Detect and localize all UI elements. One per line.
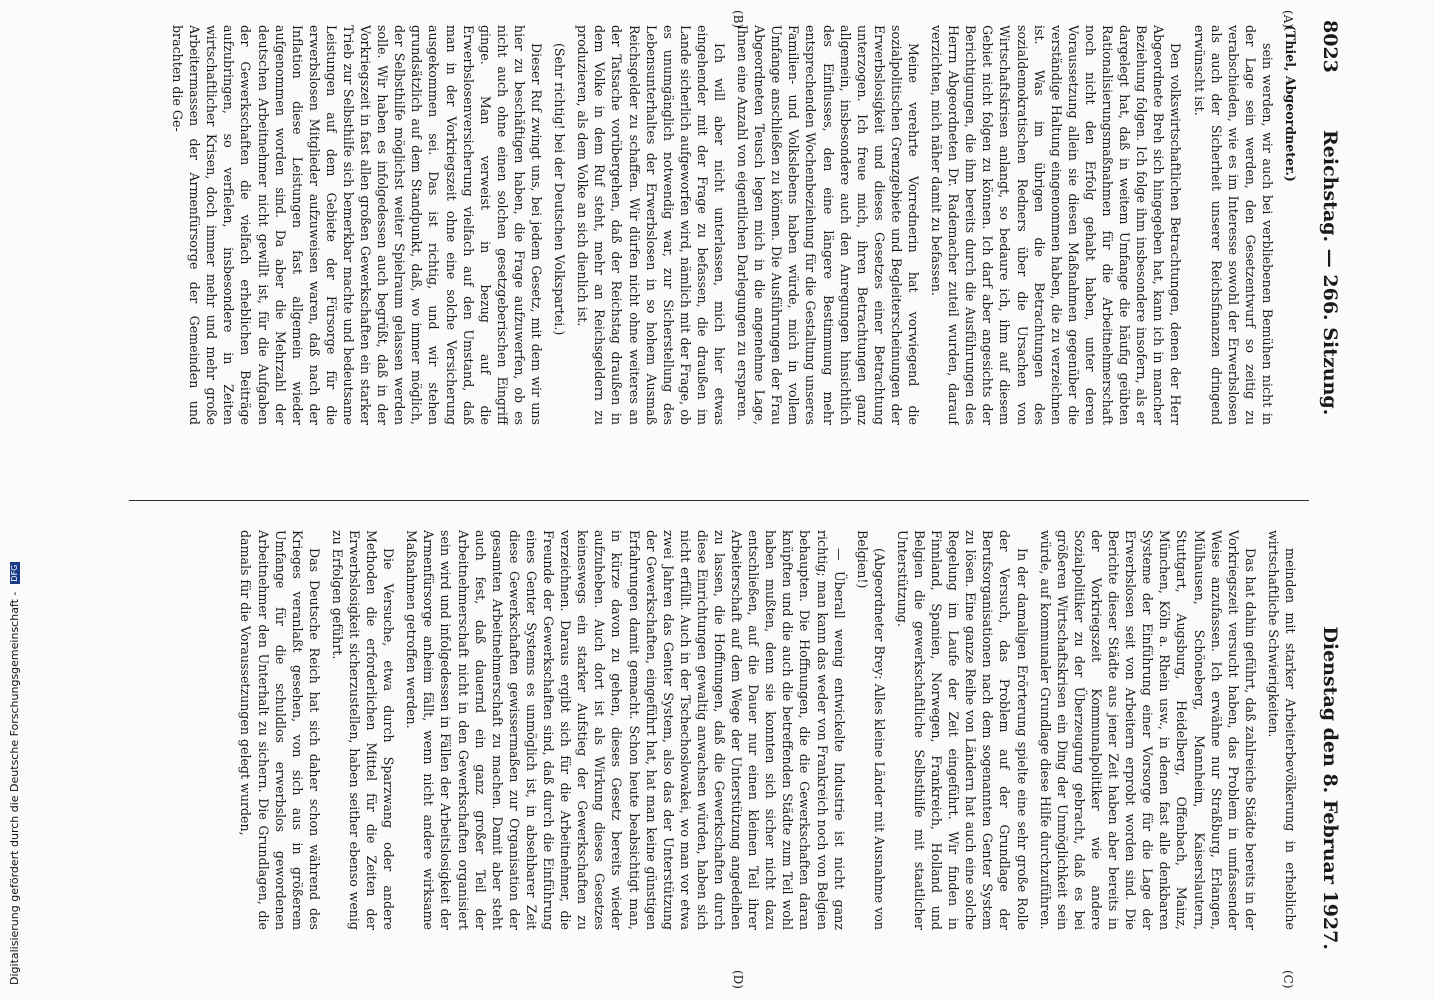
left-column-paragraph: (Sehr richtig! bei der Deutschen Volkspartei.) [552,43,568,336]
margin-mark-a: (A) [1281,10,1295,29]
right-column-paragraph: meinden mit starker Arbeiterbevölkerung in erhebliche wirtschaftliche Schwierigkeiten. [1265,530,1298,930]
left-column-paragraph: sein werden, wir auch bei verbliebenen Bemühen nicht in der Lage sein werden, den Gesetzentwurf so zeitig zu verabschieden, wie es im Interesse sowohl der Erwerbslosen als auch der Sicherheit unserer Reichsfinanzen dringend erwünscht ist. [1191,25,1275,425]
header-title-right: Dienstag den 8. Februar 1927. [1319,626,1341,950]
page-number: 8023 [1319,20,1341,73]
left-column-paragraph: (Thiel, Abgeordneter.) [1283,25,1298,182]
credit-text: Digitalisierung gefördert durch die Deutsche Forschungsgemeinschaft - [8,591,21,985]
margin-mark-d: (D) [731,970,745,989]
page-header [1315,10,1345,990]
column-divider [129,500,1309,501]
dfg-logo: DFG [10,562,20,584]
left-column [129,25,1299,425]
right-column-paragraph: Die Versuche, etwa durch Sparzwang oder andere Methoden die erforderlichen Mittel für die Zeiten der Erwerbslosigkeit sicherzustellen, haben seither ebenso wenig zu Erfolgen geführt. [329,530,397,930]
right-column-paragraph: Das hat dahin geführt, daß zahlreiche Städte bereits in der Vorkriegszeit versucht haben, das Problem in umfassender Weise anzufassen. Ich erwähne nur Straßburg, Erlangen, Mülhausen, Schöneberg, Mannheim, Kaiserslautern, Stuttgart, Augsburg, Heidelberg, Offenbach, Mainz, München, Köln a. Rhein usw., in denen fast alle denkbaren Systeme der Einführung einer Vorsorge für die Lage der Erwerbslosen seit von Arbeitern erprobt worden sind. Die Berichte dieser Städte aus jener Zeit haben aber bereits in der Vorkriegszeit Kommunalpolitiker wie andere Sozialpolitiker zu der Überzeugung gebracht, daß es bei größeren Wirtschaftskrisen ein Ding der Unmöglichkeit sein würde, auf kommunaler Grundlage diese Hilfe durchzuführen. [1037,530,1258,930]
left-column-paragraph: Den volkswirtschaftlichen Betrachtungen, denen der Herr Abgeordnete Breh sich hingegeben hat, kann ich in mancher Beziehung folgen. Ich folge ihm insbesondere insofern, als er dargelegt hat, daß in weitem Umfange die häufig geübten Rationalisierungsmaßnahmen für die Arbeitnehmerschaft noch nicht den Erfolg gehabt haben, unter deren Voraussetzung allein sie diesen Maßnahmen gegenüber die verständige Haltung eingenommen haben, die zu verzeichnen ist. Was im übrigen die Betrachtungen des sozialdemokratischen Redners über die Ursachen von Wirtschaftskrisen anlangt, so bedaure ich, ihm auf diesem Gebiet nicht folgen zu können. Ich darf aber angesichts der Berichtigungen, die ihm bereits durch die Ausführungen des Herrn Abgeordneten Dr. Rademacher zuteil wurden, darauf verzichten, mich näher damit zu befassen. [929,25,1184,425]
right-column-paragraph: Das Deutsche Reich hat sich daher schon während des Krieges veranlaßt gesehen, von sich aus in größerem Umfange für die schuldlos erwerbslos gewordenen Arbeitnehmer den Unterhalt zu sichern. Die Grundlagen, die damals für die Voraussetzungen gelegt wurden, [238,530,322,930]
right-column-paragraph: — Überall wenig entwickelte Industrie ist nicht ganz richtig; man kann das weder von Frankreich noch von Belgien behaupten. Die Hoffnungen, die die Gewerkschaften daran knüpften und die auch die betreffenden Städte zum Teil wohl haben mußten, denn sie konnten sich sicher nicht dazu entschließen, auf die Dauer nur einen kleinen Teil ihrer Arbeiterschaft auf dem Wege der Unterstützung angedeihen zu lassen, die Hoffnungen, daß die Gewerkschaften durch diese Einrichtungen gewaltig anwachsen würden, haben sich nicht erfüllt. Auch in der Tschechoslowakei, wo man vor etwa zwei Jahren das Genter System, also das der Unterstützung der Gewerkschaften, eingeführt hat, hat man keine günstigen Erfahrungen damit gemacht. Schon heute beabsichtigt man, in kürze davon zu gehen, dieses Gesetz bereits wieder aufzuheben. Auch dort ist als Wirkung dieses Gesetzes keineswegs ein starker Aufstieg der Gewerkschaften zu verzeichnen. Daraus ergibt sich für die Arbeitnehmer, die Freunde der Gewerkschaften sind, daß durch die Einführung eines Genter Systems es unmöglich ist, in absehbarer Zeit diese Gewerkschaften gewissermaßen zur Organisation der gesamten Arbeitnehmerschaft zu machen. Damit aber steht auch fest, daß dauernd ein ganz großer Teil der Arbeitnehmerschaft nicht in den Gewerkschaften organisiert sein wird und infolgedessen in Fällen der Arbeitslosigkeit der Armenfürsorge anheim fällt, wenn nicht andere wirksame Maßnahmen getroffen werden. [404,530,847,930]
left-column-paragraph: Meine verehrte Vorrednerin hat vorwiegend die sozialpolitischen Grenzgebiete und Begleiterscheinungen der Erwerbslosigkeit und dieses Gesetzes einer Betrachtung unterzogen. Ich freue mich, ihren Betrachtungen ganz allgemein, insbesondere auch den Anregungen hinsichtlich des Einflusses, den eine längere Bestimmung mehr entsprechenden Wochenbeziehung für die Gestaltung unseres Familien- und Volkslebens haben würde, mich in vollem Umfange anschließen zu können. Die Ausführungen der Frau Abgeordneten Teusch legen mich in die angenehme Lage, Ihnen eine Anzahl von eigentlichen Darlegungen zu ersparen. [735,25,922,425]
right-column [129,530,1299,930]
margin-mark-c: (C) [1281,970,1295,989]
header-title-left: Reichstag. — 266. Sitzung. [1319,130,1341,416]
margin-mark-b: (B) [731,10,745,29]
left-column-paragraph: Ich will aber nicht unterlassen, mich hier etwas eingehender mit der Frage zu befassen, die draußen im Lande sicherlich aufgeworfen wird, nämlich mit der Frage, ob es unumgänglich notwendig war, zur Sicherstellung des Lebensunterhaltes der Erwerbslosen in so hohem Ausmaß Reichsgelder zu schaffen. Wir dürfen nicht ohne weiteres an der Tatsache vorübergehen, daß der Reichstag draußen in dem Volke in dem Ruf steht, mehr an Reichsgeldern zu produzieren, als dem Volke an sich dienlich ist. [575,25,727,425]
digitization-credit [8,5,22,985]
right-column-paragraph: (Abgeordneter Brey: Alles kleine Länder mit Ausnahme von Belgien!) [854,530,887,930]
rotated-page-content [119,10,1345,990]
right-column-paragraph: In der damaligen Erörterung spielte eine sehr große Rolle der Versuch, das Problem auf der Grundlage der Berufsorganisationen nach dem sogenannten Genter System zu lösen. Eine ganze Reihe von Ländern hat auch eine solche Regelung im Laufe der Zeit eingeführt. Wir finden in Finnland, Spanien, Norwegen, Frankreich, Holland und Belgien die gewerkschaftliche Selbsthilfe mit staatlicher Unterstützung. [894,530,1030,930]
left-column-paragraph: Dieser Ruf zwingt uns, bei jedem Gesetz, mit dem wir uns hier zu beschäftigen haben, die Frage aufzuwerfen, ob es nicht auch ohne einen solchen gesetzgeberischen Eingriff ginge. Man verweist in bezug auf die Erwerbslosenversicherung vielfach auf den Umstand, daß man in der Vorkriegszeit ohne eine solche Versicherung ausgekommen sei. Das ist richtig, und wir stehen grundsätzlich auf dem Standpunkt, daß, wo immer möglich, der Selbsthilfe möglichst weiter Spielraum gelassen werden solle. Wir haben es infolgedessen auch begrüßt, daß in der Vorkriegszeit in fast allen großen Gewerkschaften ein starker Trieb zur Selbsthilfe sich bemerkbar machte und bedeutsame Leistungen auf dem Gebiete der Fürsorge für die erwerbslosen Mitglieder aufzuweisen waren, daß nach der Inflation diese Leistungen fast allgemein wieder aufgenommen worden sind. Da aber die Mehrzahl der deutschen Arbeitnehmer nicht gewillt ist, für die Aufgaben der Gewerkschaften die vielfach erheblichen Beiträge aufzubringen, so verfielen, insbesondere in Zeiten wirtschaftlicher Krisen, doch immer mehr und mehr große Arbeitermassen der Armenfürsorge der Gemeinden und brachten die Ge- [170,25,545,425]
